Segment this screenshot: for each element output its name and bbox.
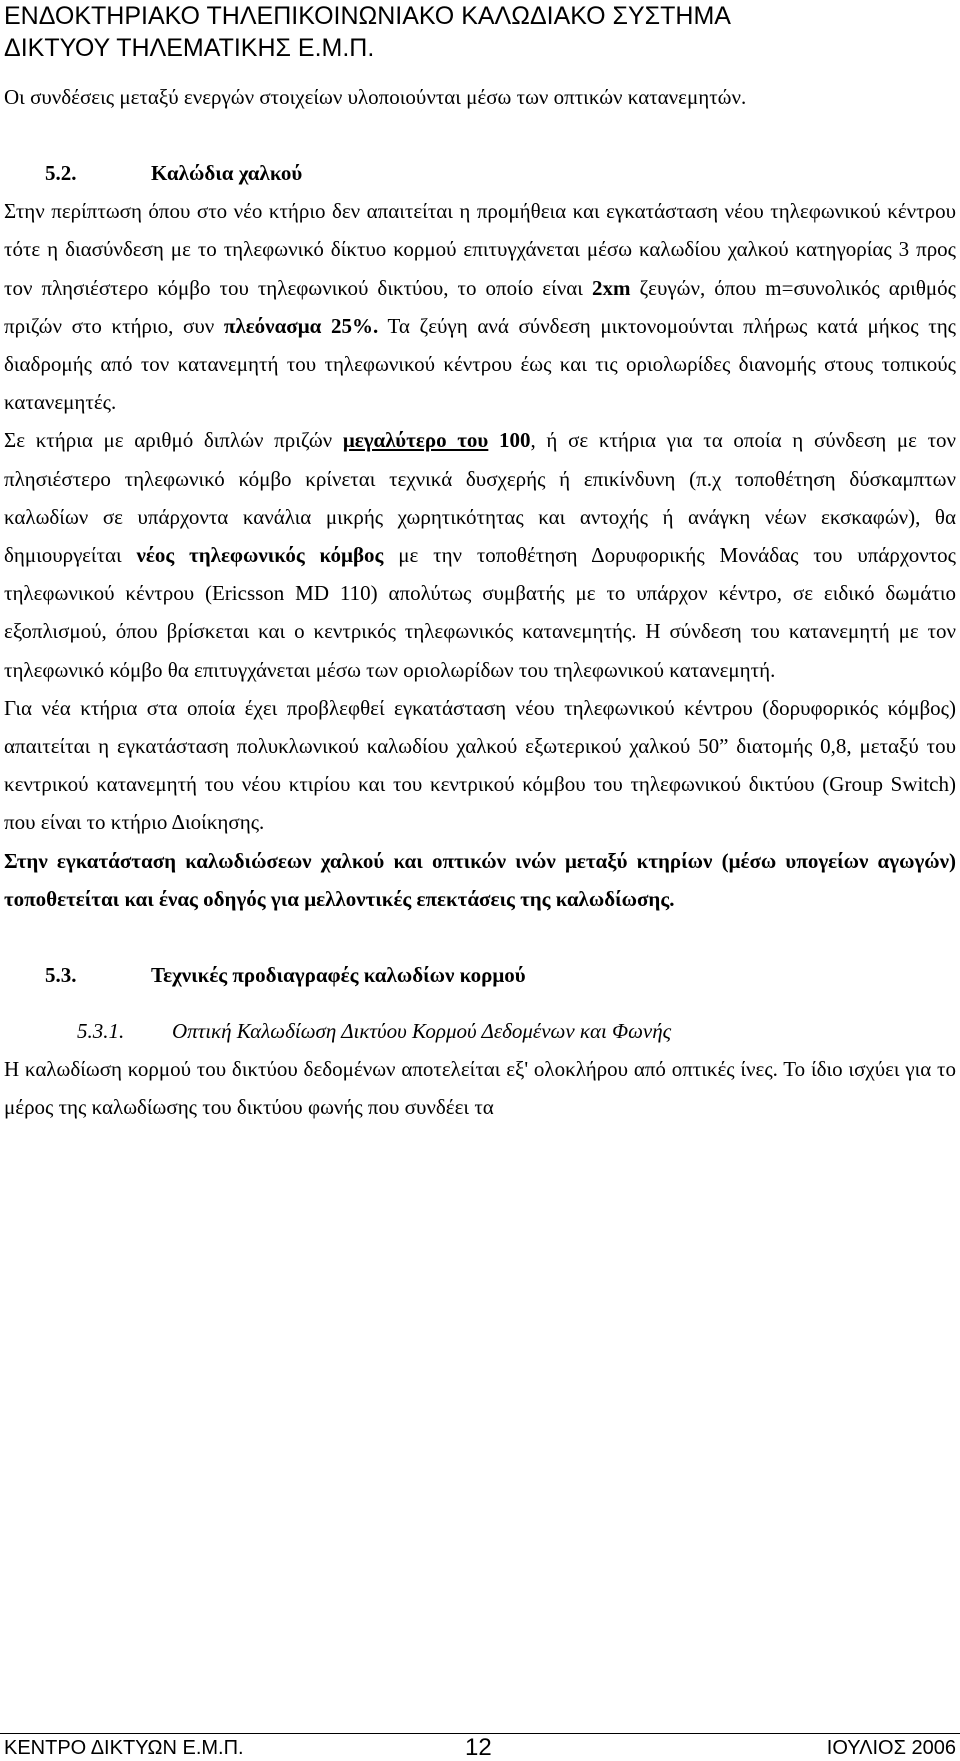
- text-run: , ή σε κτήρια για τα οποία η σύνδεση με τον πλησιέστερο τηλεφωνικό κόμβο κρίνεται τεχνικά δυσχερής ή επικίνδυνη (π.χ τοποθέτηση δύσκαμπτων καλωδίων σε υπάρχοντα κανάλια μικρής χωρητικότητας και αντοχής ή ανάγκη νέων εκσκαφών), θα δημιουργείται: [4, 428, 957, 568]
- page-header: [4, 0, 954, 64]
- spacer: [4, 918, 956, 956]
- subsection-heading-5-3-1: [4, 1012, 956, 1050]
- spacer: [4, 994, 956, 1012]
- text-run: ζευγών, όπου m=συνολικός αριθμός πριζών στο κτήριο, συν: [4, 275, 956, 338]
- section-number: 5.2.: [45, 161, 77, 186]
- text-run: Τα ζεύγη ανά σύνδεση μικτονομούνται πλήρως κατά μήκος της διαδρομής από τον κατανεμητή του τηλεφωνικού κέντρου έως και τις οριολωρίδες διανομής στους τοπικούς κατανεμητές.: [4, 313, 956, 415]
- bold-text: νέος τηλεφωνικός κόμβος: [136, 543, 384, 568]
- intro-paragraph: Οι συνδέσεις μεταξύ ενεργών στοιχείων υλοποιούνται μέσω των οπτικών κατανεμητών.: [4, 85, 747, 109]
- bold-text: 2xm: [591, 275, 631, 300]
- page-footer: [0, 1733, 960, 1761]
- section-heading-5-2: [4, 154, 956, 192]
- footer-organization: ΚΕΝΤΡΟ ΔΙΚΤΥΩΝ Ε.Μ.Π.: [4, 1737, 244, 1759]
- footer-date: ΙΟΥΛΙΟΣ 2006: [826, 1737, 956, 1759]
- text-run: Στην περίπτωση όπου στο νέο κτήριο δεν απαιτείται η προμήθεια και εγκατάσταση νέου τηλεφωνικού κέντρου τότε η διασύνδεση με το τηλεφωνικό δίκτυο κορμού επιτυγχάνεται μέσω καλωδίου χαλκού κατηγορίας 3 προς τον πλησιέστερο κόμβο του τηλεφωνικού δικτύου, το οποίο είναι: [4, 199, 956, 300]
- section-number: 5.3.: [45, 963, 77, 988]
- bold-text: 100: [488, 428, 531, 453]
- paragraph-new-buildings: Για νέα κτήρια στα οποία έχει προβλεφθεί εγκατάσταση νέου τηλεφωνικού κέντρου (δορυφορικός κόμβος) απαιτείται η εγκατάσταση πολυκλωνικού καλωδίου χαλκού εξωτερικού χαλκού 50” διατομής 0,8, μεταξύ του κεντρικού κατανεμητή του νέου κτιρίου και του κεντρικού κόμβου του τηλεφωνικού δικτύου (Group Switch) που είναι το κτήριο Διοίκησης.: [4, 695, 956, 835]
- header-title-line-1: ΕΝΔΟΚΤΗΡΙΑΚΟ ΤΗΛΕΠΙΚΟΙΝΩΝΙΑΚΟ ΚΑΛΩΔΙΑΚΟ ΣΥΣΤΗΜΑ: [4, 2, 731, 30]
- subsection-title: Οπτική Καλωδίωση Δικτύου Κορμού Δεδομένων και Φωνής: [172, 1019, 672, 1044]
- bold-text: πλεόνασμα 25%.: [223, 313, 379, 338]
- page-number: 12: [465, 1734, 492, 1761]
- section-heading-5-3: [4, 956, 956, 994]
- section-title: Καλώδια χαλκού: [151, 161, 303, 186]
- paragraph-guide-installation: Στην εγκατάσταση καλωδιώσεων χαλκού και οπτικών ινών μεταξύ κτηρίων (μέσω υπογείων αγωγών) τοποθετείται και ένας οδηγός για μελλοντικές επεκτάσεις της καλωδίωσης.: [4, 848, 956, 911]
- paragraph-copper-connection: [4, 192, 956, 421]
- paragraph-fiber-backbone: Η καλωδίωση κορμού του δικτύου δεδομένων αποτελείται εξ' ολοκλήρου από οπτικές ίνες. Το ίδιο ισχύει για το μέρος της καλωδίωσης του δικτύου φωνής που συνδέει τα: [4, 1057, 956, 1120]
- header-title-line-2: ΔΙΚΤΥΟΥ ΤΗΛΕΜΑΤΙΚΗΣ Ε.Μ.Π.: [4, 34, 375, 62]
- text-run: Σε κτήρια με αριθμό διπλών πριζών: [4, 428, 343, 453]
- paragraph-new-node: [4, 421, 956, 688]
- section-title: Τεχνικές προδιαγραφές καλωδίων κορμού: [151, 963, 526, 988]
- underlined-bold-text: μεγαλύτερο του: [342, 428, 489, 453]
- text-run: με την τοποθέτηση Δορυφορικής Μονάδας του υπάρχοντος τηλεφωνικού κέντρου (Ericsson MD 110) απολύτως συμβατής με το υπάρχον κέντρο, σε ειδικό δωμάτιο εξοπλισμού, όπου βρίσκεται και ο κεντρικός τηλεφωνικός κατανεμητής. Η σύνδεση του κατανεμητή με τον τηλεφωνικό κόμβο θα επιτυγχάνεται μέσω των οριολωρίδων του τηλεφωνικού κατανεμητή.: [4, 543, 956, 682]
- subsection-number: 5.3.1.: [77, 1019, 125, 1044]
- document-body: [4, 78, 956, 1126]
- spacer: [4, 116, 956, 154]
